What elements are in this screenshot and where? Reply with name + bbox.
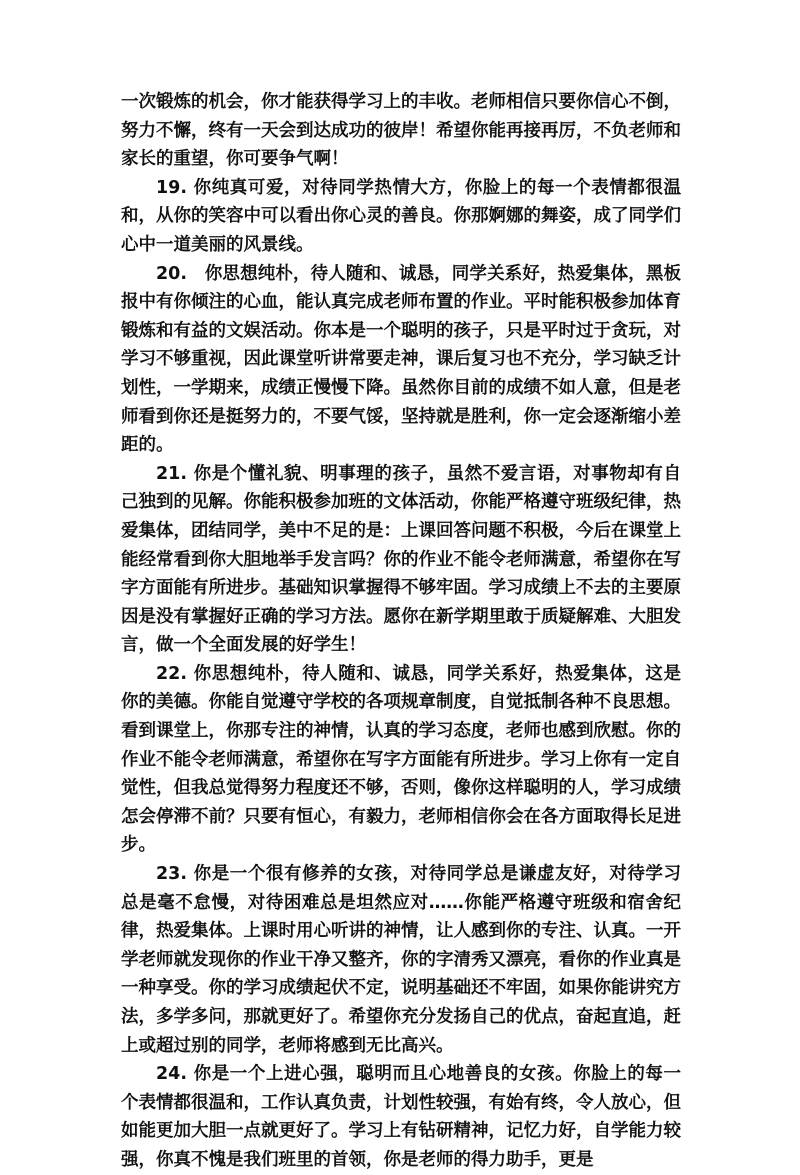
paragraph-comment-22: 22. 你思想纯朴，待人随和、诚恳，同学关系好，热爱集体，这是你的美德。你能自觉遵守学校的各项规章制度，自觉抵制各种不良思想。看到课堂上，你那专注的神情，认真的学习态度，老师也感到欣慰。你的作业不能令老师满意，希望你在写字方面能有所进步。学习上你有一定自觉性，但我总觉得努力程度还不够，否则，像你这样聪明的人，学习成绩怎会停滞不前？只要有恒心，有毅力，老师相信你会在各方面取得长足进步。 bbox=[121, 663, 681, 856]
paragraph-comment-20: 20. 你思想纯朴，待人随和、诚恳，同学关系好，热爱集体，黑板报中有你倾注的心血，能认真完成老师布置的作业。平时能积极参加体育锻炼和有益的文娱活动。你本是一个聪明的孩子，只是平时过于贪玩，对学习不够重视，因此课堂听讲常要走神，课后复习也不充分，学习缺乏计划性，一学期来，成绩正慢慢下降。虽然你目前的成绩不如人意，但是老师看到你还是挺努力的，不要气馁，坚持就是胜利，你一定会逐渐缩小差距的。 bbox=[121, 263, 681, 456]
paragraph-comment-21: 21. 你是个懂礼貌、明事理的孩子，虽然不爱言语，对事物却有自己独到的见解。你能积极参加班的文体活动，你能严格遵守班级纪律，热爱集体，团结同学，美中不足的是：上课回答问题不积极，今后在课堂上能经常看到你大胆地举手发言吗？你的作业不能令老师满意，希望你在写字方面能有所进步。基础知识掌握得不够牢固。学习成绩上不去的主要原因是没有掌握好正确的学习方法。愿你在新学期里敢于质疑解难、大胆发言，做一个全面发展的好学生！ bbox=[121, 463, 681, 656]
paragraph-comment-24: 24. 你是一个上进心强，聪明而且心地善良的女孩。你脸上的每一个表情都很温和，工作认真负责，计划性较强，有始有终，令人放心，但如能更加大胆一点就更好了。学习上有钻研精神，记忆力好，自学能力较强，你真不愧是我们班里的首领，你是老师的得力助手，更是 bbox=[121, 1064, 681, 1170]
paragraph-comment-23: 23. 你是一个很有修养的女孩，对待同学总是谦虚友好，对待学习总是毫不怠慢，对待困难总是坦然应对……你能严格遵守班级和宿舍纪律，热爱集体。上课时用心听讲的神情，让人感到你的专注、认真。一开学老师就发现你的作业干净又整齐，你的字清秀又漂亮，看你的作业真是一种享受。你的学习成绩起伏不定，说明基础还不牢固，如果你能讲究方法，多学多问，那就更好了。希望你充分发扬自己的优点，奋起直追，赶上或超过别的同学，老师将感到无比高兴。 bbox=[121, 864, 681, 1056]
paragraph-comment-19: 19. 你纯真可爱，对待同学热情大方，你脸上的每一个表情都很温和，从你的笑容中可以看出你心灵的善良。你那婀娜的舞姿，成了同学们心中一道美丽的风景线。 bbox=[121, 177, 681, 255]
paragraph-continuation: 一次锻炼的机会，你才能获得学习上的丰收。老师相信只要你信心不倒，努力不懈，终有一天会到达成功的彼岸！希望你能再接再厉，不负老师和家长的重望，你可要争气啊！ bbox=[121, 92, 681, 170]
document-page bbox=[121, 88, 681, 1175]
